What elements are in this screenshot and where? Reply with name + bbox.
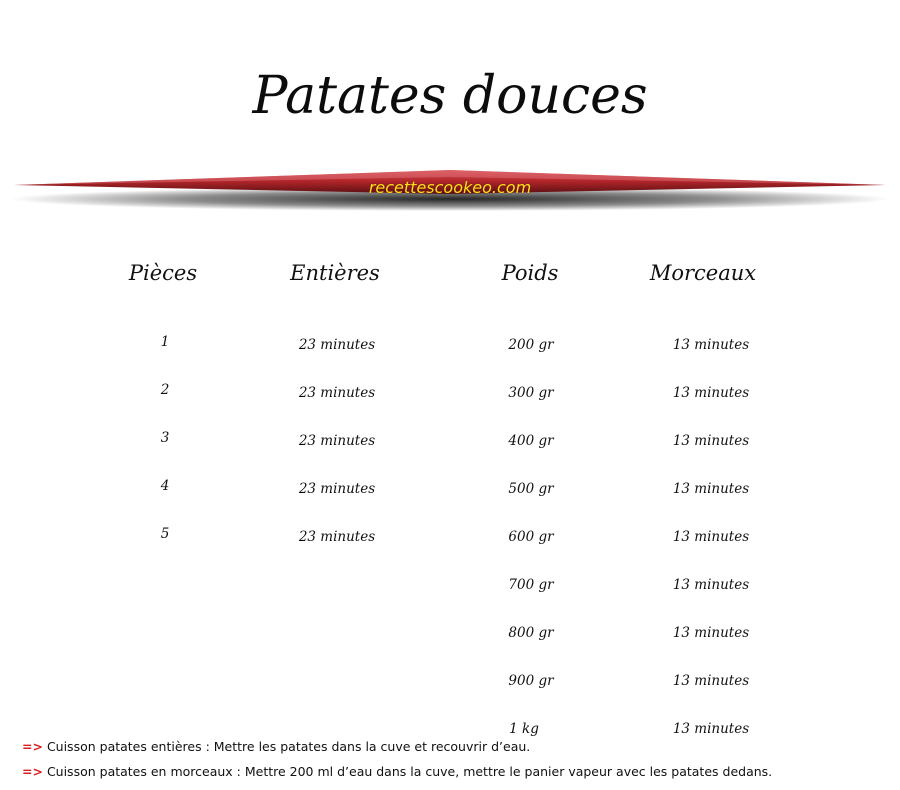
entieres-cell: 23 minutes (298, 337, 376, 353)
pieces-cell: 4 (160, 478, 170, 494)
entieres-cell: 23 minutes (298, 385, 376, 401)
morceaux-cell: 13 minutes (672, 721, 750, 737)
pieces-cell: 1 (160, 334, 170, 350)
morceaux-cell: 13 minutes (672, 673, 750, 689)
morceaux-cell: 13 minutes (672, 433, 750, 449)
header-poids: Poids (501, 261, 559, 285)
poids-cell: 200 gr (508, 337, 554, 353)
pieces-cell: 5 (160, 526, 170, 542)
site-url: recettescookeo.com (368, 178, 532, 197)
morceaux-cell: 13 minutes (672, 529, 750, 545)
header-entieres: Entières (290, 261, 380, 285)
poids-cell: 800 gr (508, 625, 554, 641)
note-whole-cooking (22, 739, 892, 755)
entieres-cell: 23 minutes (298, 481, 376, 497)
poids-cell: 300 gr (508, 385, 554, 401)
morceaux-cell: 13 minutes (672, 385, 750, 401)
poids-cell: 900 gr (508, 673, 554, 689)
note-text: Cuisson patates en morceaux : Mettre 200 ml d’eau dans la cuve, mettre le panier vapeur avec les patates dedans. (46, 764, 773, 779)
poids-cell: 500 gr (508, 481, 554, 497)
morceaux-cell: 13 minutes (672, 625, 750, 641)
poids-cell: 600 gr (508, 529, 554, 545)
poids-cell: 1 kg (509, 721, 539, 737)
arrow-marker: => (22, 739, 43, 754)
entieres-cell: 23 minutes (298, 529, 376, 545)
pieces-cell: 2 (160, 382, 170, 398)
poids-cell: 400 gr (508, 433, 554, 449)
note-text: Cuisson patates entières : Mettre les patates dans la cuve et recouvrir d’eau. (46, 739, 531, 754)
poids-cell: 700 gr (508, 577, 554, 593)
entieres-cell: 23 minutes (298, 433, 376, 449)
arrow-marker: => (22, 764, 43, 779)
pieces-cell: 3 (160, 430, 170, 446)
morceaux-cell: 13 minutes (672, 577, 750, 593)
header-morceaux: Morceaux (649, 261, 757, 285)
header-pieces: Pièces (128, 261, 198, 285)
morceaux-cell: 13 minutes (672, 337, 750, 353)
morceaux-cell: 13 minutes (672, 481, 750, 497)
page-title: Patates douces (252, 66, 648, 126)
note-pieces-cooking (22, 764, 892, 780)
